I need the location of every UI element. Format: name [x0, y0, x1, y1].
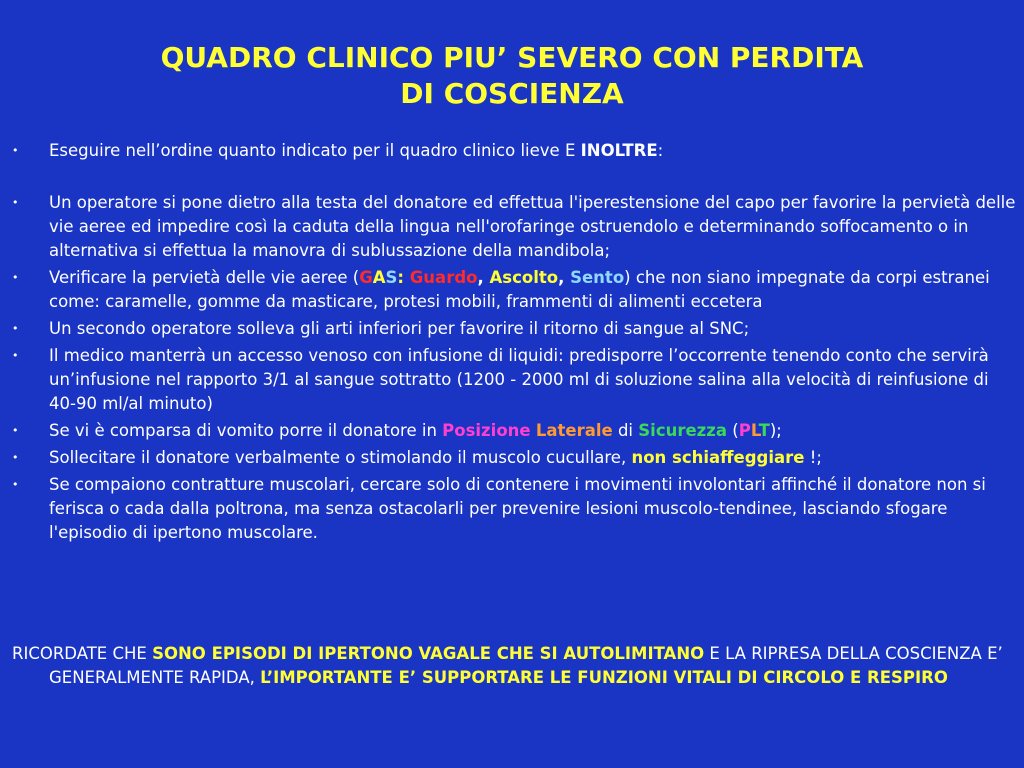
bullet-item — [12, 446, 1016, 470]
reminder-text: RICORDATE CHE — [12, 644, 153, 663]
title-line-2: DI COSCIENZA — [400, 77, 624, 110]
bullet-text: Se compaiono contratture muscolari, cercare solo di contenere i movimenti involontari affinché il donatore non si ferisca o cada dalla poltrona, ma senza ostacolarli per prevenire lesioni muscolo-tendinee, lasciando sfogare l'episodio di ipertono muscolare. — [49, 475, 986, 542]
keyword-guardo: Guardo — [409, 268, 478, 287]
reminder-text: E LA RIPRESA DELLA COSCIENZA E’ GENERALMENTE RAPIDA, — [49, 644, 1003, 687]
title-line-1: QUADRO CLINICO PIU’ SEVERO CON PERDITA — [160, 41, 864, 74]
bullet-marker: • — [12, 349, 19, 362]
bullet-marker: • — [12, 271, 19, 284]
bullet-item — [12, 473, 1016, 545]
keyword-ascolto: Ascolto — [489, 268, 559, 287]
keyword-laterale: Laterale — [535, 421, 613, 440]
gas-letter-a: A — [372, 268, 386, 287]
gas-colon: : — [397, 268, 410, 287]
bullet-text: Verificare la pervietà delle vie aeree ( — [49, 268, 360, 287]
bullet-text: ) che non siano impegnate da corpi estranei come: caramelle, gomme da masticare, protesi mobili, frammenti di alimenti eccetera — [49, 268, 990, 311]
bullet-text: : — [657, 141, 664, 160]
bullet-item — [12, 191, 1016, 263]
reminder-highlight: SONO EPISODI DI IPERTONO VAGALE CHE SI AUTOLIMITANO — [152, 644, 705, 663]
bullet-text: ( — [727, 421, 739, 440]
bullet-marker: • — [12, 144, 19, 157]
keyword-sicurezza: Sicurezza — [638, 421, 728, 440]
keyword-posizione: Posizione — [442, 421, 531, 440]
bullet-item — [12, 344, 1016, 416]
keyword-sento: Sento — [570, 268, 625, 287]
bullet-list — [12, 139, 1016, 548]
bullet-text: di — [612, 421, 639, 440]
bullet-marker: • — [12, 322, 19, 335]
bullet-text: ); — [769, 421, 782, 440]
reminder-highlight: L’IMPORTANTE E’ SUPPORTARE LE FUNZIONI VITALI DI CIRCOLO E RESPIRO — [260, 668, 948, 687]
plt-letter-t: T — [758, 421, 770, 440]
bullet-keyword: INOLTRE — [580, 141, 658, 160]
bullet-marker: • — [12, 424, 19, 437]
bullet-text: Un secondo operatore solleva gli arti inferiori per favorire il ritorno di sangue al SNC; — [49, 319, 750, 338]
bullet-text: Un operatore si pone dietro alla testa del donatore ed effettua l'iperestensione del capo per favorire la pervietà delle vie aeree ed impedire così la caduta della lingua nell'orofaringe ostruendolo e determinando soffocamento o in alternativa si effettua la manovra di sublussazione della mandibola; — [49, 193, 1016, 260]
bullet-marker: • — [12, 451, 19, 464]
bullet-text: Il medico manterrà un accesso venoso con infusione di liquidi: predisporre l’occorrente tenendo conto che servirà un’infusione nel rapporto 3/1 al sangue sottratto (1200 - 2000 ml di soluzione salina alla velocità di reinfusione di 40-90 ml/al minuto) — [49, 346, 989, 413]
bullet-item — [12, 139, 1016, 163]
gas-letter-s: S — [385, 268, 398, 287]
separator: , — [477, 268, 490, 287]
separator: , — [558, 268, 571, 287]
keyword-non-schiaffeggiare: non schiaffeggiare — [631, 448, 805, 467]
bullet-marker: • — [12, 478, 19, 491]
gas-letter-g: G — [359, 268, 373, 287]
bullet-marker: • — [12, 196, 19, 209]
bullet-text: Se vi è comparsa di vomito porre il donatore in — [49, 421, 443, 440]
bullet-item — [12, 317, 1016, 341]
plt-letter-p: P — [738, 421, 751, 440]
bullet-text: Eseguire nell’ordine quanto indicato per il quadro clinico lieve E — [49, 141, 581, 160]
slide-title — [40, 40, 984, 112]
bullet-item — [12, 266, 1016, 314]
bullet-text: !; — [804, 448, 822, 467]
bullet-item — [12, 419, 1016, 443]
plt-letter-l: L — [750, 421, 759, 440]
bullet-text: Sollecitare il donatore verbalmente o stimolando il muscolo cucullare, — [49, 448, 632, 467]
reminder-paragraph — [12, 642, 1024, 690]
